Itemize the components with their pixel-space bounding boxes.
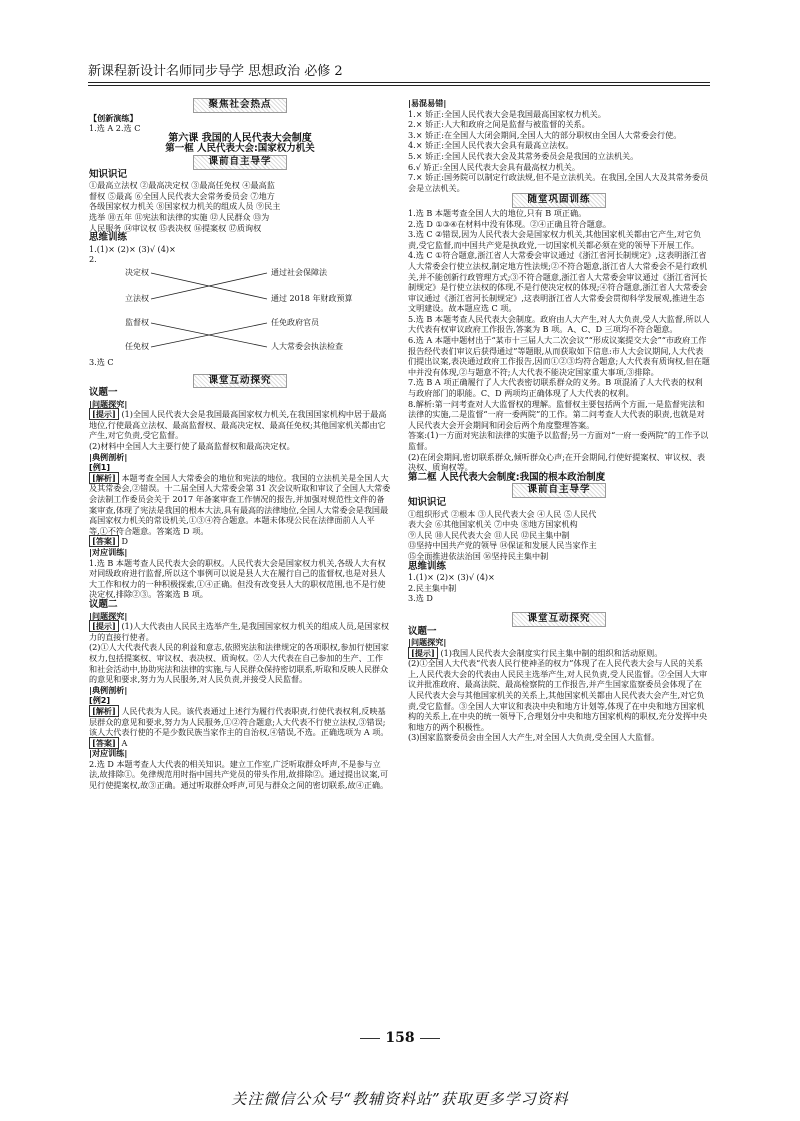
knowledge-line: 表大会 ⑥其他国家机关 ⑦中央 ⑧地方国家机构 (408, 519, 578, 530)
question-title: |问题探究| (89, 610, 128, 621)
answer-paragraph (89, 621, 391, 642)
analysis-paragraph (89, 706, 391, 738)
analysis-label: [解析] (89, 472, 119, 484)
hint-label: [提示] (408, 647, 438, 659)
confuse-item: 7.× 矫正:国务院可以制定行政法规,但不是立法机关。在我国,全国人大及其常务委员会是立法机关。 (408, 172, 709, 193)
practice-paragraph: 1.选 B 本题考查人民代表大会的职权。人民代表大会是国家权力机关,各级人大有权对同级政府进行监督,所以这个事例可以说是县人大在履行自己的监督权,也是对县人大工作和权力的一种积极探索,①④正确。但没有改变县人大的职权范围,也不是行使决定权,排除②③。答案选 B 项。 (89, 557, 386, 600)
confuse-item: 5.× 矫正:全国人民代表大会及其常务委员会是我国的立法机关。 (408, 150, 639, 161)
section-banner (89, 98, 391, 113)
exercise-item: 2.选 D ①③④在材料中没有体现。②④正确且符合题意。 (408, 218, 612, 229)
answer-line (89, 738, 391, 749)
page-number-dash (420, 1038, 440, 1039)
exercise-item: 8.解析:第一问考查对人大监督权的理解。监督权主要包括两个方面,一是监督宪法和法律的实施,二是监督“一府一委两院”的工作。第二问考查人大代表的职责,也就是对人民代表大会开会期间和闭会后两个角度整理答案。 (408, 398, 705, 430)
thinking-answer: 2.民主集中制 (408, 582, 457, 593)
example-label: [例1] (89, 462, 111, 473)
diagram-left-item: 立法权 (125, 293, 149, 303)
practice-title: |对应训练| (89, 748, 128, 759)
thinking-heading: 思维训练 (89, 232, 128, 244)
diagram-right-item: 任免政府官员 (271, 317, 319, 327)
answer-paragraph: (2)①人大代表代表人民的利益和意志,依照宪法和法律规定的各项职权,参加行使国家权力,包括提案权、审议权、表决权、质询权。②人大代表在自己参加的生产、工作和社会活动中,协助宪法和法律的实施,与人民群众保持密切联系,听取和反映人民群众的意见和要求,努力为人民服务,对人民负责,并接受人民监督。 (89, 642, 389, 685)
confuse-item: 6.√ 矫正:全国人民代表大会具有最高权力机关。 (408, 161, 580, 172)
thinking-heading: 思维训练 (408, 560, 447, 572)
exercise-item: 1.选 B 本题考查全国人大的地位,只有 B 项正确。 (408, 207, 587, 218)
answer-line (89, 536, 391, 547)
confuse-item: 1.× 矫正:全国人民代表大会是我国最高国家权力机关。 (408, 108, 606, 119)
header-rule-thin (88, 85, 710, 86)
question-title: |问题探究| (408, 637, 447, 648)
confuse-item: 4.× 矫正:全国人民代表大会具有最高立法权。 (408, 140, 574, 151)
left-column (89, 98, 391, 791)
diagram-left-item: 决定权 (125, 267, 149, 277)
knowledge-line: 选举 ⑩五年 ⑪宪法和法律的实施 ⑫人民群众 ⑬为 (89, 211, 270, 222)
answer-label: [答案] (89, 737, 119, 749)
exercise-item: 6.选 A 本题中题材出于“某市十三届人大二次会议”“形成议案提交大会”“市政府工作报告经代表们审议后获得通过”等题眼,从而获取如下信息:市人大会议期间,人大代表们提出议案,表决通过政府工作报告,因而①②③均符合题意;人大代表有质询权,但在题中并没有体现,②与题意不符;人大代表不能决定国家重大事项,③排除。 (408, 335, 710, 377)
answer-value: D (121, 536, 128, 547)
diagram-right-item: 通过社会保障法 (271, 267, 327, 277)
paragraph-text: 本题考查全国人大常委会的地位和宪法的地位。我国的立法机关是全国人大及其常委会,②错误。十二届全国人大常委会第 31 次会议听取和审议了全国人大常委会法制工作委员会关于 2017 年备案审查工作情况的报告,并加强对规范性文件的备案审查,体现了宪法是我国的根本大法,具有最高的法律地位,全国人大常委会是我国最高国家权力机关的常设机关,①③④符合题意。本题未体现公民在法律面前人人平等,①不符合题意。答案选 D 项。 (89, 472, 391, 536)
knowledge-line: ⑨人民 ⑩人民代表大会 ⑪人民 ⑫民主集中制 (408, 529, 570, 540)
case-title: |典例剖析| (89, 684, 128, 695)
exercise-item: 4.选 C ①符合题意,浙江省人大常委会审议通过《浙江省河长制规定》,这表明浙江省人大常委会行使立法权,制定地方性法规;②不符合题意,浙江省人大常委会不是行政机关,并不能创新行政管理方式;③不符合题意,浙江省人大常委会审议通过《浙江省河长制规定》是行使立法权的体现,不是行使决定权的体现;④符合题意,浙江省人大常委会审议通过《浙江省河长制规定》,这表明浙江省人大常委会贯彻科学发展观,推进生态文明建设。故本题应选 C 项。 (408, 250, 708, 314)
frame-title: 第二框 人民代表大会制度:我国的根本政治制度 (408, 471, 606, 483)
innovation-answers: 1.选 A 2.选 C (89, 123, 141, 134)
confuse-title: |易混易错| (408, 98, 447, 108)
answer-value: A (121, 737, 128, 748)
example-label: [例2] (89, 695, 111, 706)
header-rule (88, 82, 710, 83)
question-title: |问题探究| (89, 398, 128, 409)
paragraph-text: (1)全国人民代表大会是我国最高国家权力机关,在我国国家机构中居于最高地位,行使最高立法权、最高监督权、最高决定权、最高任免权;其他国家机关都由它产生,对它负责,受它监督。 (89, 409, 387, 441)
topic-heading: 议题一 (408, 625, 437, 637)
knowledge-line: 督权 ⑤最高 ⑥全国人民代表大会常务委员会 ⑦地方 (89, 190, 275, 201)
knowledge-line: 人民服务 ⑭审议权 ⑮表决权 ⑯提案权 ⑰质询权 (89, 222, 262, 233)
banner-text: 随堂巩固训练 (512, 193, 605, 208)
practice-paragraph: 2.选 D 本题考查人大代表的相关知识。建立工作室,广泛听取群众呼声,不是参与立法,故排除①。免律规范用时指中国共产党员的带头作用,故排除②。通过提出议案,可见行使提案权,故③正确。通过听取群众呼声,可见与群众之间的密切联系,故④正确。 (89, 758, 389, 791)
section-banner (89, 374, 391, 389)
paragraph-text: (1)人大代表由人民民主选举产生,是我国国家权力机关的组成人员,是国家权力的直接行使者。 (89, 621, 389, 642)
exercise-item: 3.选 C ②错误,因为人民代表大会是国家权力机关,其他国家机关都由它产生,对它负责,受它监督,而中国共产党是执政党,一切国家机关都必须在党的领导下开展工作。 (408, 229, 702, 250)
knowledge-heading: 知识识记 (408, 496, 447, 508)
banner-text: 聚焦社会热点 (193, 98, 286, 113)
banner-text: 课前自主导学 (512, 483, 605, 498)
thinking-answer: 1.(1)× (2)× (3)√ (4)× (89, 243, 176, 254)
answer-label: [答案] (89, 535, 119, 547)
running-header: 新课程新设计名师同步导学 思想政治 必修 2 (88, 64, 343, 79)
knowledge-line: ⑮全面推进依法治国 ⑯坚持民主集中制 (408, 550, 549, 561)
section-banner (408, 483, 710, 498)
page-number: 158 (385, 1030, 415, 1046)
knowledge-line: ⑬坚持中国共产党的领导 ⑭保证和发展人民当家作主 (408, 540, 597, 551)
topic-heading: 议题一 (89, 387, 118, 399)
hint-label: [提示] (89, 620, 119, 632)
section-banner (408, 193, 710, 208)
paragraph-text: (1)我国人民代表大会制度实行民主集中制的组织和活动原则。 (440, 647, 663, 658)
confuse-item: 3.× 矫正:在全国人大闭会期间,全国人大的部分职权由全国人大常委会行使。 (408, 129, 682, 140)
lesson-title: 第六课 我国的人民代表大会制度 (168, 132, 312, 144)
promo-footer: 关注微信公众号“教辅资料站”获取更多学习资料 (231, 1090, 569, 1108)
exercise-item: 7.选 B A 项正确履行了人大代表密切联系群众的义务。B 项混淆了人大代表的权利与政府部门的职能。C、D 两项均正确体现了人大代表的权利。 (408, 377, 703, 399)
right-column (408, 98, 710, 743)
section-banner (408, 612, 710, 627)
diagram-right-item: 通过 2018 年财政预算 (271, 293, 353, 303)
topic-heading: 议题二 (89, 598, 118, 610)
answer-paragraph (89, 409, 391, 441)
knowledge-line: ①组织形式 ②根本 ③人民代表大会 ④人民 ⑤人民代 (408, 508, 597, 519)
matching-diagram (89, 265, 389, 357)
knowledge-line: 各级国家权力机关 ⑧国家权力机关的组成人员 ⑨民主 (89, 201, 281, 212)
analysis-paragraph (89, 473, 391, 537)
innovation-title: 【创新演练】 (89, 112, 138, 123)
case-title: |典例剖析| (89, 451, 128, 462)
answer-paragraph: (2)①全国人大代表“代表人民行使神圣的权力”体现了在人民代表大会与人民的关系上,人民代表大会的代表由人民民主选举产生,对人民负责,受人民监督。②全国人大审议并批准政府、最高法院、最高检察院的工作报告,并产生国家监察委员会体现了在人民代表大会与其他国家机关的关系上,其他国家机关都由人民代表大会产生,对它负责,受它监督。③全国人大审议和表决中央和地方计划等,体现了在中央和地方国家机构的关系上,在中央的统一领导下,合理划分中央和地方国家机构的职权,充分发挥中央和地方的两个积极性。 (408, 658, 708, 732)
hint-label: [提示] (89, 408, 119, 420)
practice-title: |对应训练| (89, 547, 128, 557)
analysis-label: [解析] (89, 705, 119, 717)
diagram-left-item: 监督权 (125, 317, 149, 327)
knowledge-line: ①最高立法权 ②最高决定权 ③最高任免权 ④最高监 (89, 180, 275, 191)
answer-paragraph: (2)材料中全国人大主要行使了最高监督权和最高决定权。 (89, 441, 295, 452)
banner-text: 课前自主导学 (193, 155, 286, 170)
thinking-answer: 3.选 D (408, 593, 433, 604)
diagram-left-item: 任免权 (125, 341, 149, 351)
exercise-item: 5.选 B 本题考查人民代表大会制度。政府由人大产生,对人大负责,受人大监督,所以人大代表有权审议政府工作报告,答案为 B 项。A、C、D 三项均不符合题意。 (408, 313, 710, 335)
frame-title: 第一框 人民代表大会:国家权力机关 (165, 143, 315, 155)
thinking-answer: 1.(1)× (2)× (3)√ (4)× (408, 572, 495, 583)
thinking-answer: 3.选 C (89, 356, 114, 367)
banner-text: 课堂互动探究 (193, 374, 286, 389)
exercise-item: (2)在闭会期间,密切联系群众,倾听群众心声;在开会期间,行使好提案权、审议权、表决权、质询权等。 (408, 451, 706, 473)
section-banner (89, 155, 391, 170)
knowledge-heading: 知识识记 (89, 168, 128, 180)
answer-paragraph: (3)国家监察委员会由全国人大产生,对全国人大负责,受全国人大监督。 (408, 732, 660, 743)
confuse-item: 2.× 矫正:人大和政府之间是监督与被监督的关系。 (408, 119, 590, 130)
paragraph-text: 人民代表为人民。该代表通过上述行为履行代表职责,行使代表权利,反映基层群众的意见和要求,努力为人民服务,①②符合题意;人大代表不行使立法权,③错误;该人大代表行使的不是少数民族当家作主的自治权,④错误,不选。正确选项为 A 项。 (89, 705, 389, 738)
diagram-right-item: 人大常委会执法检查 (271, 341, 343, 351)
banner-text: 课堂互动探究 (512, 612, 605, 627)
exercise-item: 答案:(1)一方面对宪法和法律的实施予以监督;另一方面对“一府一委两院”的工作予以监督。 (408, 430, 709, 451)
answer-paragraph (408, 648, 710, 659)
thinking-answer: 2. (89, 254, 97, 265)
